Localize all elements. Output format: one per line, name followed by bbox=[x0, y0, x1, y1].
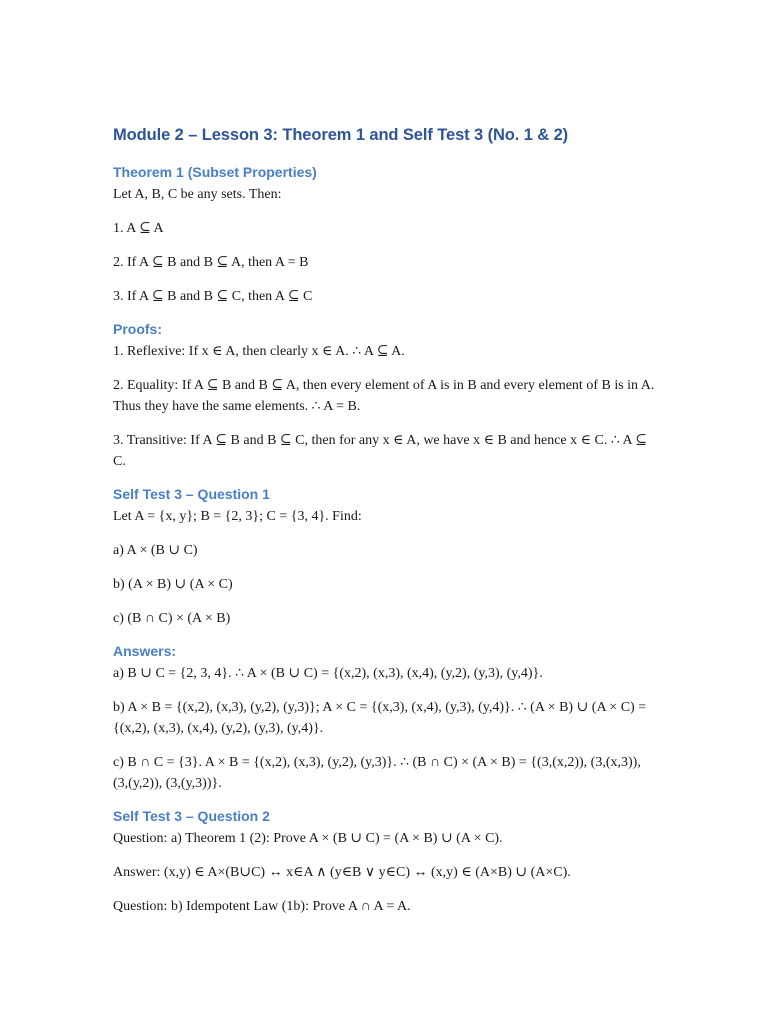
question-1-intro: Let A = {x, y}; B = {2, 3}; C = {3, 4}. Find: bbox=[113, 509, 362, 524]
answer-item-a: a) B ∪ C = {2, 3, 4}. ∴ A × (B ∪ C) = {(x,2), (x,3), (x,4), (y,2), (y,3), (y,4)}. bbox=[113, 666, 543, 681]
question-2-item-3: Question: b) Idempotent Law (1b): Prove A ∩ A = A. bbox=[113, 899, 411, 914]
theorem-item-2: 2. If A ⊆ B and B ⊆ A, then A = B bbox=[113, 255, 309, 270]
document-page bbox=[113, 124, 658, 917]
question-1-item-c: c) (B ∩ C) × (A × B) bbox=[113, 611, 231, 626]
question-2-item-2: Answer: (x,y) ∈ A×(B∪C) ↔ x∈A ∧ (y∈B ∨ y∈C) ↔ (x,y) ∈ (A×B) ∪ (A×C). bbox=[113, 865, 571, 880]
question-2-item-1: Question: a) Theorem 1 (2): Prove A × (B ∪ C) = (A × B) ∪ (A × C). bbox=[113, 831, 503, 846]
theorem-item-1: 1. A ⊆ A bbox=[113, 221, 164, 236]
answers-heading: Answers: bbox=[113, 643, 177, 659]
question-1-item-b: b) (A × B) ∪ (A × C) bbox=[113, 577, 233, 592]
theorem-heading: Theorem 1 (Subset Properties) bbox=[113, 164, 317, 180]
document-title: Module 2 – Lesson 3: Theorem 1 and Self Test 3 (No. 1 & 2) bbox=[113, 126, 569, 144]
question-1-item-a: a) A × (B ∪ C) bbox=[113, 543, 198, 558]
proof-item-3: 3. Transitive: If A ⊆ B and B ⊆ C, then for any x ∈ A, we have x ∈ B and hence x ∈ C. ∴ A ⊆ C. bbox=[113, 433, 648, 469]
proof-item-1: 1. Reflexive: If x ∈ A, then clearly x ∈ A. ∴ A ⊆ A. bbox=[113, 344, 405, 359]
answer-item-b: b) A × B = {(x,2), (x,3), (y,2), (y,3)}; A × C = {(x,3), (x,4), (y,3), (y,4)}. ∴ (A × B) ∪ (A × C) = {(x,2), (x,3), (x,4), (y,2), (y,3), (y,4)}. bbox=[113, 700, 647, 736]
theorem-intro: Let A, B, C be any sets. Then: bbox=[113, 187, 282, 202]
question-1-heading: Self Test 3 – Question 1 bbox=[113, 486, 270, 502]
answer-item-c: c) B ∩ C = {3}. A × B = {(x,2), (x,3), (y,2), (y,3)}. ∴ (B ∩ C) × (A × B) = {(3,(x,2)), (3,(x,3)), (3,(y,2)), (3,(y,3))}. bbox=[113, 755, 641, 791]
proofs-heading: Proofs: bbox=[113, 321, 162, 337]
theorem-item-3: 3. If A ⊆ B and B ⊆ C, then A ⊆ C bbox=[113, 289, 313, 304]
question-2-heading: Self Test 3 – Question 2 bbox=[113, 808, 270, 824]
proof-item-2: 2. Equality: If A ⊆ B and B ⊆ A, then every element of A is in B and every element of B is in A. Thus they have the same elements. ∴ A = B. bbox=[113, 378, 655, 414]
